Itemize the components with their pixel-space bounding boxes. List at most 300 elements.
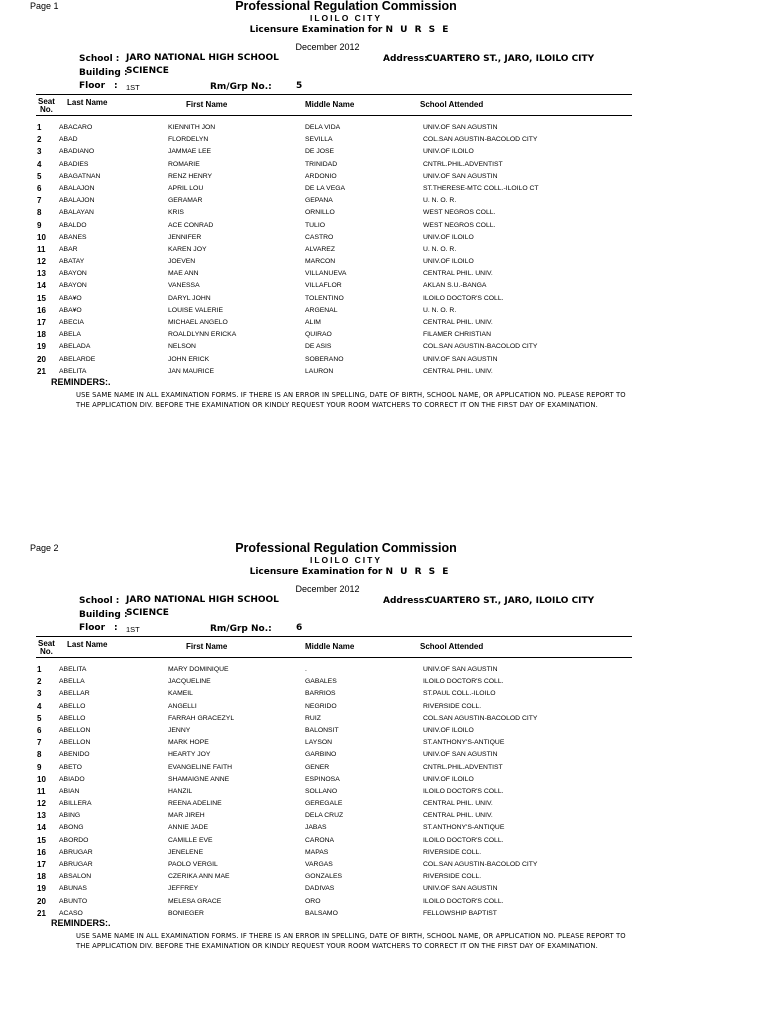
reminders-text: USE SAME NAME IN ALL EXAMINATION FORMS. IF THERE IS AN ERROR IN SPELLING, DATE OF BIRTH, SCHOOL NAME, OR APPLICATION NO. PLEASE REPORT TO THE APPLICATION DIV. BEFORE THE EXAMINATION OR KINDLY REQUEST YOUR ROOM WATCHERS TO CORRECT IT ON THE FIRST DAY OF EXAMINATION. <box>76 932 626 950</box>
school-attended: RIVERSIDE COLL. <box>423 848 482 856</box>
first-name: CAMILLE EVE <box>168 836 213 844</box>
middle-name: DELA VIDA <box>305 124 341 131</box>
examinee-row <box>0 836 768 848</box>
seat-number: 14 <box>37 281 46 291</box>
seat-number: 10 <box>37 774 46 784</box>
examinee-row <box>0 726 768 738</box>
examinee-row <box>0 147 768 159</box>
seat-number: 4 <box>37 159 42 169</box>
header-middle-name: Middle Name <box>305 100 355 109</box>
middle-name: BARRIOS <box>305 690 336 698</box>
seat-number: 7 <box>37 196 42 206</box>
examinee-row <box>0 787 768 799</box>
last-name: ABACARO <box>59 124 93 131</box>
examinee-row <box>0 738 768 750</box>
header-rule-bottom <box>36 115 632 116</box>
middle-name: BALONSIT <box>305 726 339 734</box>
school-attended: ST.ANTHONY'S-ANTIQUE <box>423 739 505 747</box>
last-name: ABRUGAR <box>59 848 93 856</box>
examinee-list <box>0 123 768 379</box>
room-number: 6 <box>296 623 303 633</box>
seat-number: 8 <box>37 750 42 760</box>
seat-number: 20 <box>37 896 46 906</box>
last-name: ABILLERA <box>59 800 92 808</box>
middle-name: TRINIDAD <box>305 160 338 168</box>
last-name: ABENIDO <box>59 751 90 759</box>
first-name: KAMEIL <box>168 690 193 698</box>
seat-number: 16 <box>37 305 46 315</box>
last-name: ABELLAR <box>59 690 90 698</box>
first-name: JOEVEN <box>168 258 196 266</box>
floor-value: 1ST <box>126 625 140 634</box>
address-value: CUARTERO ST., JARO, ILOILO CITY <box>426 54 595 64</box>
city-title: ILOILO CITY <box>309 13 383 23</box>
address-label: Address: <box>383 596 428 606</box>
exam-title <box>200 567 500 577</box>
examinee-row <box>0 775 768 787</box>
school-attended: UNIV.OF ILOILO <box>423 233 474 241</box>
examinee-row <box>0 909 768 921</box>
examinee-row <box>0 172 768 184</box>
middle-name: DELA CRUZ <box>305 812 344 820</box>
examinee-row <box>0 196 768 208</box>
seat-number: 21 <box>37 366 46 376</box>
middle-name: GARBINO <box>305 751 337 759</box>
middle-name: . <box>305 666 307 673</box>
examinee-list <box>0 665 768 921</box>
seat-number: 8 <box>37 208 42 218</box>
last-name: ABELLON <box>59 726 91 734</box>
middle-name: QUIRAO <box>305 331 332 339</box>
school-attended: COL.SAN AGUSTIN-BACOLOD CITY <box>423 136 538 144</box>
middle-name: CASTRO <box>305 233 334 241</box>
seat-number: 11 <box>37 244 46 254</box>
middle-name: NEGRIDO <box>305 702 337 710</box>
first-name: REENA ADELINE <box>168 800 222 808</box>
school-name: JARO NATIONAL HIGH SCHOOL <box>126 595 279 605</box>
seat-number: 2 <box>37 677 42 687</box>
examinee-row <box>0 269 768 281</box>
school-attended: CENTRAL PHIL. UNIV. <box>423 812 493 820</box>
examinee-row <box>0 714 768 726</box>
seat-number: 19 <box>37 342 46 352</box>
header-last-name: Last Name <box>67 98 108 107</box>
address-label: Address: <box>383 54 428 64</box>
seat-number: 21 <box>37 908 46 918</box>
middle-name: VILLANUEVA <box>305 270 347 278</box>
school-attended: UNIV.OF ILOILO <box>423 775 474 783</box>
examinee-row <box>0 811 768 823</box>
examinee-row <box>0 306 768 318</box>
examinee-row <box>0 665 768 677</box>
middle-name: TULIO <box>305 221 326 229</box>
examinee-row <box>0 897 768 909</box>
profession: N U R S E <box>385 25 451 35</box>
examinee-row <box>0 330 768 342</box>
first-name: JACQUELINE <box>168 678 211 686</box>
first-name: JAMMAE LEE <box>168 148 212 156</box>
last-name: ABANES <box>59 233 87 241</box>
first-name: MARY DOMINIQUE <box>168 666 229 673</box>
last-name: ABELA <box>59 331 81 339</box>
first-name: JEFFREY <box>168 885 199 893</box>
last-name: ABAGATNAN <box>59 172 101 180</box>
header-first-name: First Name <box>186 642 228 651</box>
last-name: ABING <box>59 812 81 820</box>
first-name: ROALDLYNN ERICKA <box>168 331 237 339</box>
middle-name: VILLAFLOR <box>305 282 342 290</box>
first-name: PAOLO VERGIL <box>168 861 218 868</box>
last-name: ABALDO <box>59 221 87 229</box>
school-attended: UNIV.OF SAN AGUSTIN <box>423 751 498 759</box>
building-label: Building : <box>79 68 128 78</box>
last-name: ABELADA <box>59 343 91 351</box>
exam-prefix: Licensure Examination for <box>249 567 383 577</box>
middle-name: LAYSON <box>305 739 333 747</box>
first-name: MICHAEL ANGELO <box>168 319 228 326</box>
school-attended: UNIV.OF SAN AGUSTIN <box>423 124 498 131</box>
seat-number: 17 <box>37 860 46 869</box>
school-attended: COL.SAN AGUSTIN-BACOLOD CITY <box>423 714 538 722</box>
header-seat: Seat <box>38 97 55 106</box>
exam-prefix: Licensure Examination for <box>249 25 383 35</box>
first-name: CZERIKA ANN MAE <box>168 873 230 881</box>
school-attended: ILOILO DOCTOR'S COLL. <box>423 294 504 302</box>
middle-name: GENER <box>305 763 330 771</box>
middle-name: BALSAMO <box>305 909 338 917</box>
first-name: GERAMAR <box>168 197 203 205</box>
examinee-row <box>0 872 768 884</box>
first-name: BONIEGER <box>168 909 204 917</box>
seat-number: 12 <box>37 257 46 267</box>
school-attended: UNIV.OF SAN AGUSTIN <box>423 666 498 673</box>
reminders-text: USE SAME NAME IN ALL EXAMINATION FORMS. IF THERE IS AN ERROR IN SPELLING, DATE OF BIRTH, SCHOOL NAME, OR APPLICATION NO. PLEASE REPORT TO THE APPLICATION DIV. BEFORE THE EXAMINATION OR KINDLY REQUEST YOUR ROOM WATCHERS TO CORRECT IT ON THE FIRST DAY OF EXAMINATION. <box>76 391 626 409</box>
seat-number: 6 <box>37 725 42 735</box>
middle-name: DE JOSE <box>305 148 335 156</box>
school-attended: U. N. O. R. <box>423 197 457 205</box>
last-name: ABUNAS <box>59 885 87 893</box>
middle-name: SOLLANO <box>305 787 338 795</box>
address-value: CUARTERO ST., JARO, ILOILO CITY <box>426 596 595 606</box>
roster-page-2 <box>0 542 768 1022</box>
seat-number: 18 <box>37 330 46 340</box>
school-attended: WEST NEGROS COLL. <box>423 221 496 229</box>
first-name: LOUISE VALERIE <box>168 306 224 314</box>
seat-number: 2 <box>37 135 42 145</box>
page-label: Page 2 <box>30 543 59 553</box>
header-school-attended: School Attended <box>420 100 484 109</box>
exam-month: December 2012 <box>295 42 360 52</box>
reminders-title: REMINDERS:. <box>51 377 111 387</box>
school-attended: UNIV.OF SAN AGUSTIN <box>423 355 498 363</box>
school-attended: CENTRAL PHIL. UNIV. <box>423 367 493 375</box>
examinee-row <box>0 367 768 379</box>
seat-number: 10 <box>37 232 46 242</box>
middle-name: LAURON <box>305 367 334 375</box>
school-attended: CNTRL.PHIL.ADVENTIST <box>423 763 503 771</box>
school-attended: U. N. O. R. <box>423 306 457 314</box>
examinee-row <box>0 689 768 701</box>
middle-name: GEPANA <box>305 197 333 205</box>
last-name: ABIADO <box>59 775 85 783</box>
last-name: ABUNTO <box>59 897 88 905</box>
school-attended: RIVERSIDE COLL. <box>423 702 482 710</box>
last-name: ABELLON <box>59 739 91 747</box>
floor-label: Floor <box>79 623 106 633</box>
last-name: ABELLA <box>59 678 85 686</box>
school-attended: ILOILO DOCTOR'S COLL. <box>423 897 504 905</box>
examinee-row <box>0 823 768 835</box>
school-attended: RIVERSIDE COLL. <box>423 873 482 881</box>
examinee-row <box>0 860 768 872</box>
last-name: ABALAYAN <box>59 209 94 217</box>
school-label: School : <box>79 596 120 606</box>
seat-number: 5 <box>37 713 42 723</box>
building-value: SCIENCE <box>126 608 169 618</box>
first-name: MELESA GRACE <box>168 897 222 905</box>
last-name: ABAYON <box>59 282 87 290</box>
last-name: ABETO <box>59 763 82 771</box>
first-name: KRIS <box>168 209 184 217</box>
last-name: ABAYON <box>59 270 87 278</box>
exam-title <box>200 25 500 35</box>
exam-month: December 2012 <box>295 584 360 594</box>
last-name: ABSALON <box>59 873 92 881</box>
seat-number: 14 <box>37 823 46 833</box>
header-first-name: First Name <box>186 100 228 109</box>
middle-name: VARGAS <box>305 861 333 868</box>
school-attended: ILOILO DOCTOR'S COLL. <box>423 787 504 795</box>
seat-number: 17 <box>37 318 46 327</box>
first-name: VANESSA <box>168 282 200 290</box>
school-attended: COL.SAN AGUSTIN-BACOLOD CITY <box>423 343 538 351</box>
city-title: ILOILO CITY <box>309 555 383 565</box>
header-rule-top <box>36 94 632 95</box>
first-name: HANZIL <box>168 787 193 795</box>
seat-number: 19 <box>37 884 46 894</box>
first-name: MARK HOPE <box>168 739 209 747</box>
examinee-row <box>0 208 768 220</box>
first-name: HEARTY JOY <box>168 751 211 759</box>
first-name: SHAMAIGNE ANNE <box>168 775 230 783</box>
seat-number: 9 <box>37 220 42 230</box>
room-label: Rm/Grp No.: <box>210 82 272 92</box>
school-attended: ST.PAUL COLL.-ILOILO <box>423 690 496 698</box>
first-name: KAREN JOY <box>168 245 207 253</box>
last-name: ABRUGAR <box>59 861 93 868</box>
last-name: ABELARDE <box>59 355 96 363</box>
last-name: ABA¥O <box>59 306 82 314</box>
seat-number: 6 <box>37 183 42 193</box>
first-name: JENELENE <box>168 848 204 856</box>
middle-name: CARONA <box>305 836 335 844</box>
last-name: ABELLO <box>59 702 86 710</box>
examinee-row <box>0 281 768 293</box>
examinee-row <box>0 123 768 135</box>
examinee-row <box>0 245 768 257</box>
first-name: FLORDELYN <box>168 136 209 144</box>
seat-number: 7 <box>37 738 42 748</box>
seat-number: 1 <box>37 665 42 674</box>
first-name: JENNY <box>168 726 191 734</box>
middle-name: MARCON <box>305 258 336 266</box>
middle-name: ORNILLO <box>305 209 335 217</box>
floor-colon: : <box>114 623 118 633</box>
last-name: ABELITA <box>59 666 87 673</box>
school-attended: UNIV.OF SAN AGUSTIN <box>423 885 498 893</box>
last-name: ABAD <box>59 136 78 144</box>
seat-number: 4 <box>37 701 42 711</box>
page-label: Page 1 <box>30 1 59 11</box>
seat-number: 13 <box>37 811 46 821</box>
school-attended: CENTRAL PHIL. UNIV. <box>423 270 493 278</box>
floor-label: Floor <box>79 81 106 91</box>
header-last-name: Last Name <box>67 640 108 649</box>
room-label: Rm/Grp No.: <box>210 624 272 634</box>
school-attended: AKLAN S.U.-BANGA <box>423 282 487 290</box>
middle-name: ALVAREZ <box>305 245 335 253</box>
last-name: ABORDO <box>59 836 89 844</box>
middle-name: ARGENAL <box>305 306 338 314</box>
school-attended: CNTRL.PHIL.ADVENTIST <box>423 160 503 168</box>
school-attended: UNIV.OF ILOILO <box>423 148 474 156</box>
seat-number: 3 <box>37 147 42 157</box>
school-label: School : <box>79 54 120 64</box>
first-name: MAR JIREH <box>168 812 205 820</box>
seat-number: 3 <box>37 689 42 699</box>
middle-name: JABAS <box>305 824 327 832</box>
last-name: ACASO <box>59 909 83 917</box>
last-name: ABONG <box>59 824 84 832</box>
seat-number: 15 <box>37 835 46 845</box>
first-name: ANNIE JADE <box>168 824 209 832</box>
school-attended: UNIV.OF ILOILO <box>423 726 474 734</box>
last-name: ABELLO <box>59 714 86 722</box>
seat-number: 16 <box>37 847 46 857</box>
school-name: JARO NATIONAL HIGH SCHOOL <box>126 53 279 63</box>
examinee-row <box>0 799 768 811</box>
examinee-row <box>0 135 768 147</box>
middle-name: DADIVAS <box>305 885 335 893</box>
examinee-row <box>0 257 768 269</box>
school-attended: COL.SAN AGUSTIN-BACOLOD CITY <box>423 861 538 868</box>
middle-name: GEREGALE <box>305 800 343 808</box>
examinee-row <box>0 763 768 775</box>
first-name: KIENNITH JON <box>168 124 216 131</box>
middle-name: SOBERANO <box>305 355 344 363</box>
middle-name: TOLENTINO <box>305 294 344 302</box>
first-name: MAE ANN <box>168 270 199 278</box>
middle-name: ALIM <box>305 319 321 326</box>
school-attended: U. N. O. R. <box>423 245 457 253</box>
last-name: ABATAY <box>59 258 85 266</box>
floor-colon: : <box>114 81 118 91</box>
first-name: JENNIFER <box>168 233 202 241</box>
middle-name: GABALES <box>305 678 337 686</box>
examinee-row <box>0 355 768 367</box>
examinee-row <box>0 884 768 896</box>
examinee-row <box>0 318 768 330</box>
school-attended: ST.ANTHONY'S-ANTIQUE <box>423 824 505 832</box>
middle-name: GONZALES <box>305 873 343 881</box>
last-name: ABADIANO <box>59 148 95 156</box>
examinee-row <box>0 294 768 306</box>
header-rule-top <box>36 636 632 637</box>
room-number: 5 <box>296 81 303 91</box>
examinee-row <box>0 750 768 762</box>
header-rule-bottom <box>36 657 632 658</box>
first-name: FARRAH GRACEZYL <box>168 714 235 722</box>
header-middle-name: Middle Name <box>305 642 355 651</box>
roster-page-1 <box>0 0 768 480</box>
seat-number: 20 <box>37 354 46 364</box>
header-seat-no: No. <box>40 105 53 114</box>
seat-number: 1 <box>37 123 42 132</box>
last-name: ABALAJON <box>59 184 95 192</box>
last-name: ABELITA <box>59 367 87 375</box>
examinee-row <box>0 184 768 196</box>
school-attended: UNIV.OF ILOILO <box>423 258 474 266</box>
first-name: DARYL JOHN <box>168 294 211 302</box>
last-name: ABALAJON <box>59 197 95 205</box>
school-attended: CENTRAL PHIL. UNIV. <box>423 800 493 808</box>
middle-name: ARDONIO <box>305 172 337 180</box>
last-name: ABECIA <box>59 319 84 326</box>
floor-value: 1ST <box>126 83 140 92</box>
org-title: Professional Regulation Commission <box>235 541 457 555</box>
school-attended: UNIV.OF SAN AGUSTIN <box>423 172 498 180</box>
org-title: Professional Regulation Commission <box>235 0 457 13</box>
middle-name: ESPINOSA <box>305 775 340 783</box>
first-name: APRIL LOU <box>168 184 204 192</box>
middle-name: ORO <box>305 897 321 905</box>
examinee-row <box>0 702 768 714</box>
school-attended: ILOILO DOCTOR'S COLL. <box>423 836 504 844</box>
building-label: Building : <box>79 610 128 620</box>
first-name: ANGELLI <box>168 702 197 710</box>
school-attended: FELLOWSHIP BAPTIST <box>423 909 497 917</box>
middle-name: MAPAS <box>305 848 329 856</box>
seat-number: 15 <box>37 293 46 303</box>
examinee-row <box>0 221 768 233</box>
first-name: EVANGELINE FAITH <box>168 763 233 771</box>
seat-number: 5 <box>37 171 42 181</box>
school-attended: FILAMER CHRISTIAN <box>423 331 491 339</box>
middle-name: SEVILLA <box>305 136 333 144</box>
seat-number: 11 <box>37 786 46 796</box>
profession: N U R S E <box>385 567 451 577</box>
seat-number: 9 <box>37 762 42 772</box>
header-seat-no: No. <box>40 647 53 656</box>
last-name: ABADIES <box>59 160 89 168</box>
examinee-row <box>0 848 768 860</box>
examinee-row <box>0 677 768 689</box>
first-name: ACE CONRAD <box>168 221 214 229</box>
header-school-attended: School Attended <box>420 642 484 651</box>
seat-number: 18 <box>37 872 46 882</box>
seat-number: 12 <box>37 799 46 809</box>
last-name: ABIAN <box>59 787 80 795</box>
school-attended: CENTRAL PHIL. UNIV. <box>423 319 493 326</box>
examinee-row <box>0 342 768 354</box>
seat-number: 13 <box>37 269 46 279</box>
last-name: ABAR <box>59 245 78 253</box>
first-name: JOHN ERICK <box>168 355 210 363</box>
examinee-row <box>0 233 768 245</box>
examinee-row <box>0 160 768 172</box>
first-name: JAN MAURICE <box>168 367 215 375</box>
last-name: ABA¥O <box>59 294 82 302</box>
